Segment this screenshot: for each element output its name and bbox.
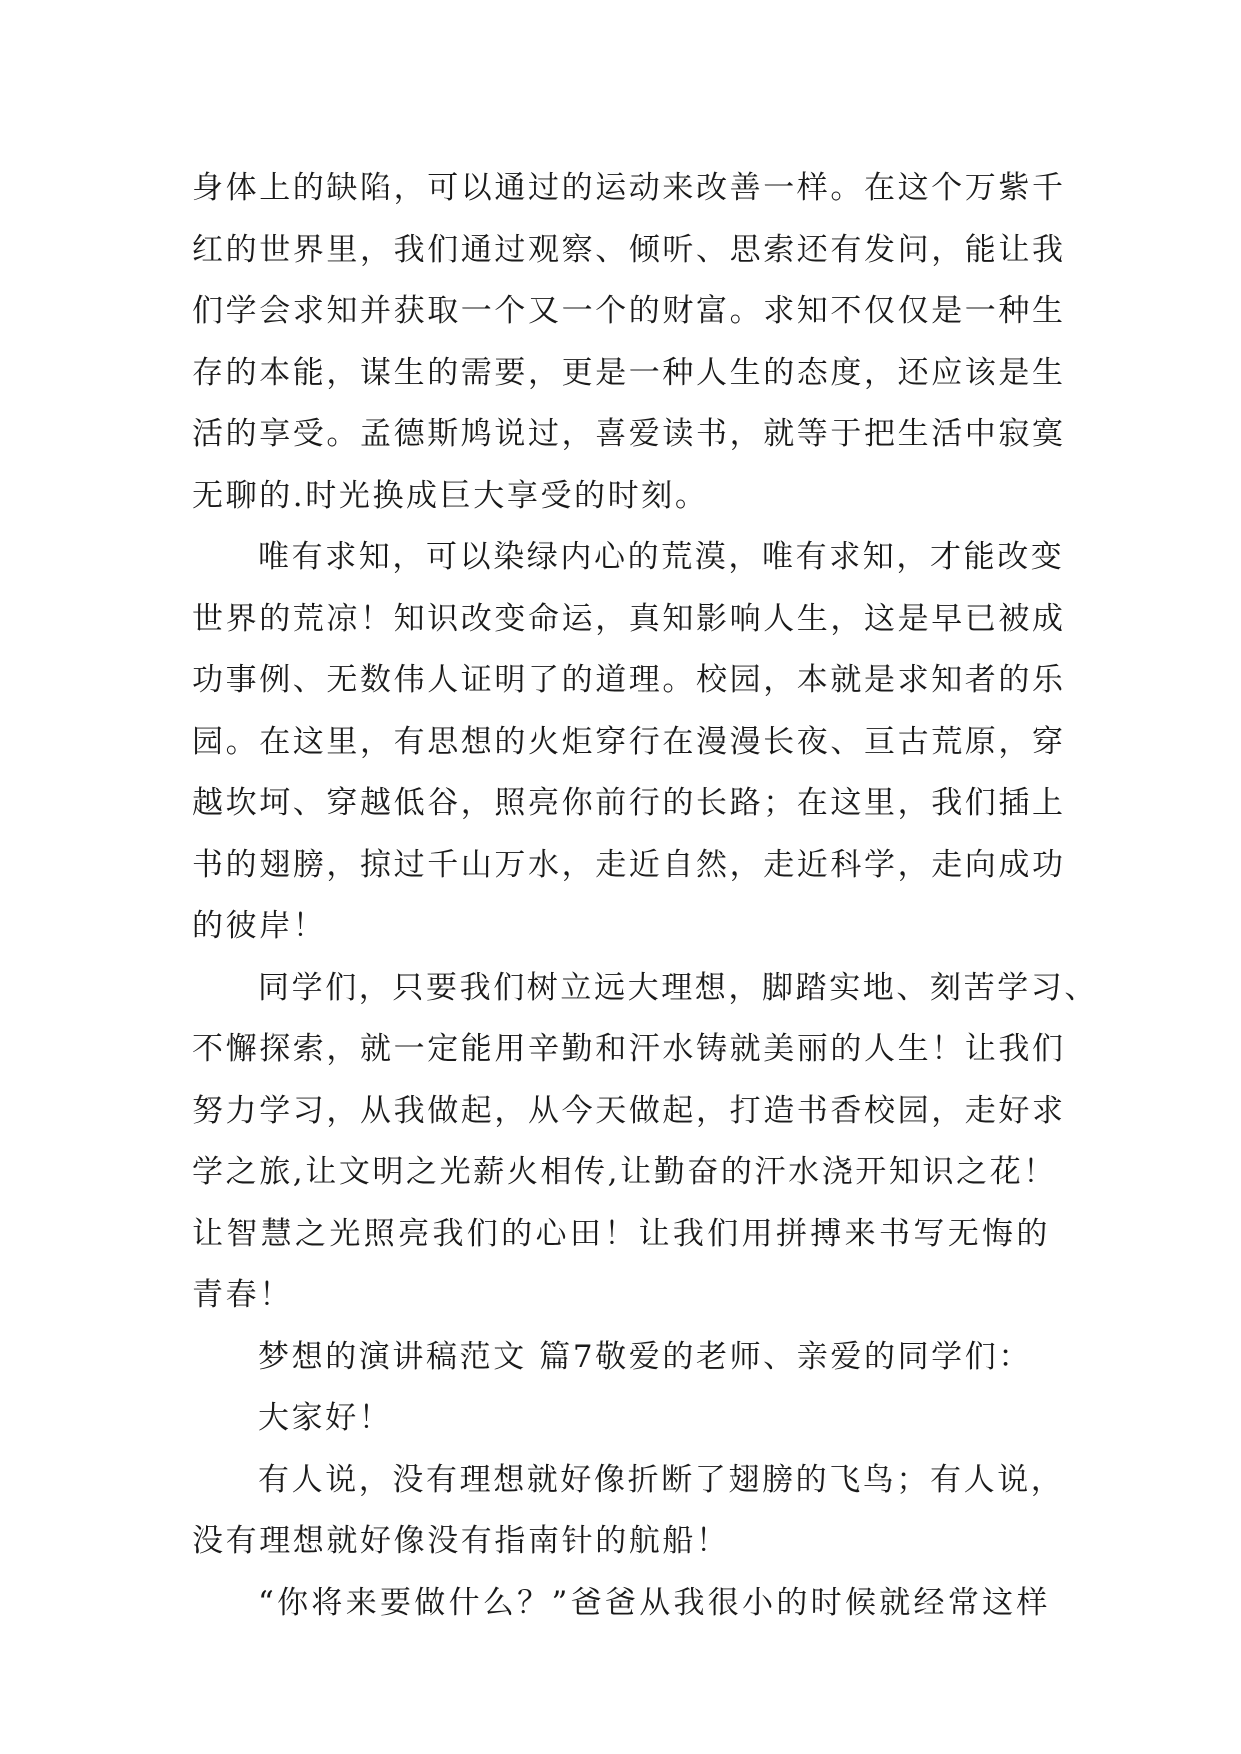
text-line: 无聊的.时光换成巨大享受的时刻。 [192,477,709,514]
greeting-line: 大家好！ [258,1400,393,1436]
text-line: 的彼岸！ [192,908,327,944]
document-body [192,158,1098,1634]
text-line: 红的世界里，我们通过观察、倾听、思索还有发问，能让我 [192,231,1066,268]
text-line: 同学们，只要我们树立远大理想，脚踏实地、刻苦学习、 [258,969,1098,1006]
paragraph-4-heading [192,1327,1050,1389]
text-line: 让智慧之光照亮我们的心田！让我们用拼搏来书写无悔的 [192,1215,1050,1252]
paragraph-1 [192,158,1066,527]
text-line: 身体上的缺陷，可以通过的运动来改善一样。在这个万紫千 [192,170,1066,206]
text-line: 唯有求知，可以染绿内心的荒漠，唯有求知，才能改变 [258,539,1065,575]
text-line: 青春！ [192,1277,293,1313]
text-line: 存的本能，谋生的需要，更是一种人生的态度，还应该是生 [192,354,1066,391]
text-line: “你将来要做什么？”爸爸从我很小的时候就经常这样 [258,1584,1050,1621]
text-line: 不懈探索，就一定能用辛勤和汗水铸就美丽的人生！让我们 [192,1031,1066,1067]
paragraph-7 [192,1573,1050,1635]
paragraph-2 [192,527,1066,958]
paragraph-3 [192,958,1098,1327]
text-line: 园。在这里，有思想的火炬穿行在漫漫长夜、亘古荒原，穿 [192,723,1066,760]
text-line: 书的翅膀，掠过千山万水，走近自然，走近科学，走向成功 [192,846,1066,883]
paragraph-6 [192,1450,1065,1573]
text-line: 世界的荒凉！知识改变命运，真知影响人生，这是早已被成 [192,600,1066,637]
paragraph-5-greeting [192,1388,1050,1450]
text-line: 活的享受。孟德斯鸠说过，喜爱读书，就等于把生活中寂寞 [192,416,1066,452]
text-line: 越坎坷、穿越低谷，照亮你前行的长路；在这里，我们插上 [192,785,1066,821]
text-line: 功事例、无数伟人证明了的道理。校园，本就是求知者的乐 [192,662,1066,698]
text-line: 没有理想就好像没有指南针的航船！ [192,1523,730,1559]
text-line: 努力学习，从我做起，从今天做起，打造书香校园，走好求 [192,1092,1066,1129]
text-line: 学之旅,让文明之光薪火相传,让勤奋的汗水浇开知识之花！ [192,1154,1057,1190]
section-heading: 梦想的演讲稿范文 篇7敬爱的老师、亲爱的同学们： [258,1338,1032,1375]
text-line: 有人说，没有理想就好像折断了翅膀的飞鸟；有人说， [258,1461,1065,1498]
text-line: 们学会求知并获取一个又一个的财富。求知不仅仅是一种生 [192,293,1066,329]
